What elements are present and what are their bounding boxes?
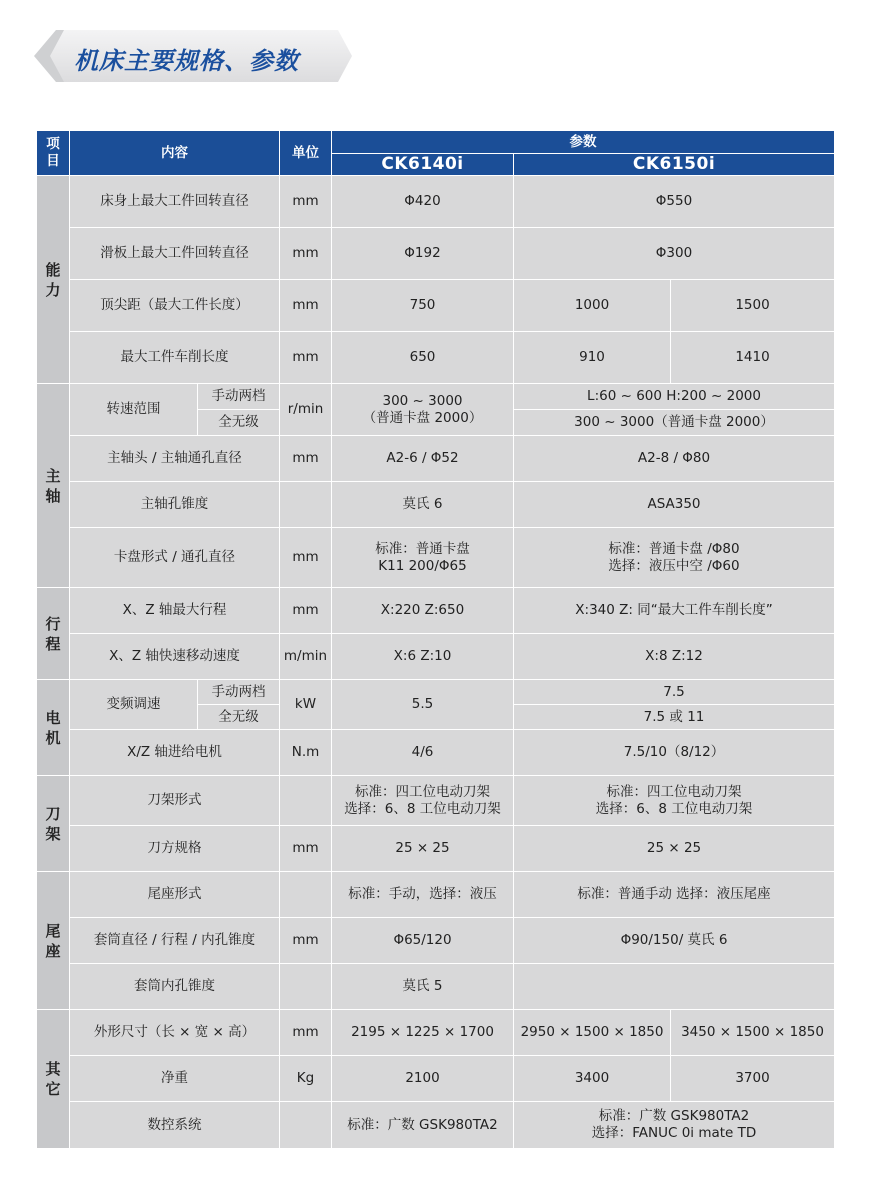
row-unit bbox=[280, 1102, 332, 1149]
value-ck6150i bbox=[514, 776, 835, 826]
value-ck6140i: 25 × 25 bbox=[332, 826, 514, 872]
table-row bbox=[37, 680, 835, 705]
value-line: 标准：四工位电动刀架 bbox=[355, 783, 490, 800]
spec-table bbox=[36, 130, 835, 1149]
value-line: 选择：FANUC 0i mate TD bbox=[591, 1125, 757, 1141]
row-label: 主轴孔锥度 bbox=[70, 482, 280, 528]
value-ck6140i: X:220 Z:650 bbox=[332, 588, 514, 634]
table-row bbox=[37, 776, 835, 826]
category-other: 其它 bbox=[37, 1010, 70, 1149]
value-ck6150i: L:60 ~ 600 H:200 ~ 2000 bbox=[514, 384, 835, 410]
value-line: 标准：普通卡盘 /Φ80 bbox=[608, 540, 740, 557]
value-ck6150i: 7.5 或 11 bbox=[514, 705, 835, 730]
value-ck6140i: 标准：广数 GSK980TA2 bbox=[332, 1102, 514, 1149]
row-label: X/Z 轴进给电机 bbox=[70, 730, 280, 776]
value-ck6140i: 5.5 bbox=[332, 680, 514, 730]
table-row bbox=[37, 964, 835, 1010]
row-unit: kW bbox=[280, 680, 332, 730]
value-ck6140i bbox=[332, 528, 514, 588]
header-item: 项目 bbox=[37, 131, 70, 176]
table-row bbox=[37, 1010, 835, 1056]
value-ck6140i: Φ65/120 bbox=[332, 918, 514, 964]
row-label: 刀架形式 bbox=[70, 776, 280, 826]
row-unit: mm bbox=[280, 228, 332, 280]
row-label: 套筒直径 / 行程 / 内孔锥度 bbox=[70, 918, 280, 964]
row-unit: m/min bbox=[280, 634, 332, 680]
value-line: 标准：普通卡盘 bbox=[375, 540, 470, 557]
row-label: 床身上最大工件回转直径 bbox=[70, 176, 280, 228]
category-travel: 行程 bbox=[37, 588, 70, 680]
row-unit: mm bbox=[280, 826, 332, 872]
header-params: 参数 bbox=[332, 131, 835, 154]
table-row bbox=[37, 436, 835, 482]
row-unit: mm bbox=[280, 1010, 332, 1056]
value-ck6140i bbox=[332, 384, 514, 436]
row-unit: mm bbox=[280, 280, 332, 332]
value-ck6140i: Φ420 bbox=[332, 176, 514, 228]
row-label: 外形尺寸（长 × 宽 × 高） bbox=[70, 1010, 280, 1056]
header-model-ck6150i: CK6150i bbox=[514, 154, 835, 176]
value-line: （普通卡盘 2000） bbox=[362, 409, 483, 426]
row-unit: r/min bbox=[280, 384, 332, 436]
row-sublabel: 全无级 bbox=[198, 410, 280, 436]
category-turret: 刀架 bbox=[37, 776, 70, 872]
value-ck6150i-b: 1410 bbox=[671, 332, 835, 384]
row-unit: mm bbox=[280, 332, 332, 384]
value-ck6150i-a: 3400 bbox=[514, 1056, 671, 1102]
value-line: 选择：液压中空 /Φ60 bbox=[608, 557, 740, 574]
value-line: 标准：四工位电动刀架 bbox=[606, 783, 742, 800]
table-row bbox=[37, 228, 835, 280]
header-unit: 单位 bbox=[280, 131, 332, 176]
table-row bbox=[37, 528, 835, 588]
page-title: 机床主要规格、参数 bbox=[74, 47, 299, 75]
value-ck6140i bbox=[332, 776, 514, 826]
value-ck6150i: ASA350 bbox=[514, 482, 835, 528]
value-ck6150i: 7.5/10（8/12） bbox=[514, 730, 835, 776]
table-row bbox=[37, 1056, 835, 1102]
value-ck6140i: A2-6 / Φ52 bbox=[332, 436, 514, 482]
row-label: 净重 bbox=[70, 1056, 280, 1102]
table-row bbox=[37, 176, 835, 228]
table-row bbox=[37, 384, 835, 410]
row-unit: N.m bbox=[280, 730, 332, 776]
table-row bbox=[37, 918, 835, 964]
row-label: 尾座形式 bbox=[70, 872, 280, 918]
value-ck6150i: Φ300 bbox=[514, 228, 835, 280]
row-label: 刀方规格 bbox=[70, 826, 280, 872]
value-ck6150i: X:8 Z:12 bbox=[514, 634, 835, 680]
row-sublabel: 手动两档 bbox=[198, 384, 280, 410]
value-ck6140i: X:6 Z:10 bbox=[332, 634, 514, 680]
value-line: K11 200/Φ65 bbox=[378, 557, 467, 574]
value-ck6140i: 4/6 bbox=[332, 730, 514, 776]
value-ck6140i: 650 bbox=[332, 332, 514, 384]
row-sublabel: 全无级 bbox=[198, 705, 280, 730]
value-ck6150i: 25 × 25 bbox=[514, 826, 835, 872]
value-ck6150i: 7.5 bbox=[514, 680, 835, 705]
value-ck6150i: Φ90/150/ 莫氏 6 bbox=[514, 918, 835, 964]
row-unit bbox=[280, 482, 332, 528]
value-ck6140i: Φ192 bbox=[332, 228, 514, 280]
value-ck6150i: 标准：普通手动 选择：液压尾座 bbox=[514, 872, 835, 918]
table-row bbox=[37, 280, 835, 332]
value-ck6150i-a: 1000 bbox=[514, 280, 671, 332]
row-unit bbox=[280, 872, 332, 918]
value-ck6140i: 2100 bbox=[332, 1056, 514, 1102]
table-row bbox=[37, 588, 835, 634]
row-label: X、Z 轴最大行程 bbox=[70, 588, 280, 634]
row-label: 滑板上最大工件回转直径 bbox=[70, 228, 280, 280]
row-unit: Kg bbox=[280, 1056, 332, 1102]
row-unit: mm bbox=[280, 588, 332, 634]
row-label: 套筒内孔锥度 bbox=[70, 964, 280, 1010]
value-line: 标准：广数 GSK980TA2 bbox=[598, 1108, 750, 1124]
value-ck6150i-a: 910 bbox=[514, 332, 671, 384]
value-ck6140i: 2195 × 1225 × 1700 bbox=[332, 1010, 514, 1056]
value-ck6150i: 300 ~ 3000（普通卡盘 2000） bbox=[514, 410, 835, 436]
value-ck6140i: 标准：手动，选择：液压 bbox=[332, 872, 514, 918]
table-row bbox=[37, 872, 835, 918]
value-line: 选择：6、8 工位电动刀架 bbox=[344, 800, 501, 817]
category-motor: 电机 bbox=[37, 680, 70, 776]
value-line: 300 ~ 3000 bbox=[382, 392, 463, 409]
row-label: 变频调速 bbox=[70, 680, 198, 730]
table-row bbox=[37, 332, 835, 384]
value-ck6140i: 莫氏 6 bbox=[332, 482, 514, 528]
value-line: 选择：6、8 工位电动刀架 bbox=[595, 800, 753, 817]
row-label: 顶尖距（最大工件长度） bbox=[70, 280, 280, 332]
row-unit: mm bbox=[280, 436, 332, 482]
row-unit: mm bbox=[280, 528, 332, 588]
table-row bbox=[37, 1102, 835, 1149]
row-unit bbox=[280, 964, 332, 1010]
section-banner bbox=[34, 30, 352, 82]
table-row bbox=[37, 634, 835, 680]
row-label: 卡盘形式 / 通孔直径 bbox=[70, 528, 280, 588]
row-label: 数控系统 bbox=[70, 1102, 280, 1149]
row-unit: mm bbox=[280, 176, 332, 228]
table-row bbox=[37, 730, 835, 776]
row-label: 主轴头 / 主轴通孔直径 bbox=[70, 436, 280, 482]
value-ck6150i bbox=[514, 1102, 835, 1149]
row-label: 最大工件车削长度 bbox=[70, 332, 280, 384]
value-ck6150i bbox=[514, 964, 835, 1010]
table-row bbox=[37, 826, 835, 872]
category-tailstock: 尾座 bbox=[37, 872, 70, 1010]
row-unit bbox=[280, 776, 332, 826]
value-ck6150i-b: 1500 bbox=[671, 280, 835, 332]
value-ck6150i-b: 3700 bbox=[671, 1056, 835, 1102]
row-sublabel: 手动两档 bbox=[198, 680, 280, 705]
category-spindle: 主轴 bbox=[37, 384, 70, 588]
value-ck6140i: 莫氏 5 bbox=[332, 964, 514, 1010]
category-capacity: 能力 bbox=[37, 176, 70, 384]
value-ck6150i: Φ550 bbox=[514, 176, 835, 228]
value-ck6150i-a: 2950 × 1500 × 1850 bbox=[514, 1010, 671, 1056]
row-label: 转速范围 bbox=[70, 384, 198, 436]
row-label: X、Z 轴快速移动速度 bbox=[70, 634, 280, 680]
value-ck6150i bbox=[514, 528, 835, 588]
value-ck6150i-b: 3450 × 1500 × 1850 bbox=[671, 1010, 835, 1056]
value-ck6150i: X:340 Z: 同“最大工件车削长度” bbox=[514, 588, 835, 634]
header-content: 内容 bbox=[70, 131, 280, 176]
value-ck6140i: 750 bbox=[332, 280, 514, 332]
table-row bbox=[37, 482, 835, 528]
header-model-ck6140i: CK6140i bbox=[332, 154, 514, 176]
header-row-1 bbox=[37, 131, 835, 154]
row-unit: mm bbox=[280, 918, 332, 964]
value-ck6150i: A2-8 / Φ80 bbox=[514, 436, 835, 482]
